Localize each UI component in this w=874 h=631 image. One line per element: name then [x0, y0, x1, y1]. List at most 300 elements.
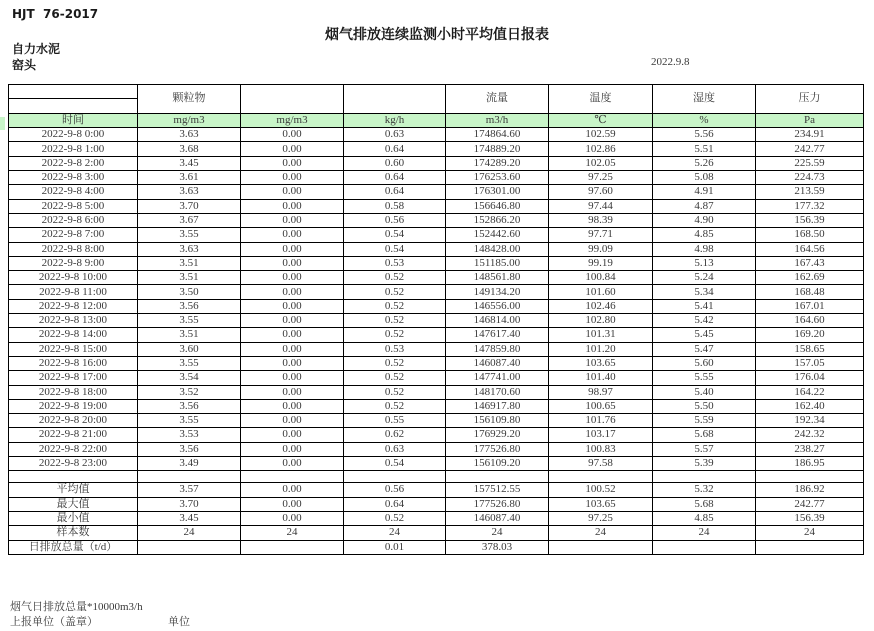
value-cell: 5.42 — [653, 314, 756, 328]
value-cell: 0.00 — [241, 228, 344, 242]
value-cell: 162.40 — [756, 399, 864, 413]
value-cell: 234.91 — [756, 128, 864, 142]
spacer-row — [9, 471, 864, 483]
value-cell: 97.60 — [549, 185, 653, 199]
value-cell: 0.00 — [241, 457, 344, 471]
value-cell: 146087.40 — [446, 511, 549, 525]
summary-row — [9, 540, 864, 554]
value-cell: 164.60 — [756, 314, 864, 328]
value-cell: 3.45 — [138, 156, 241, 170]
value-cell: 3.54 — [138, 371, 241, 385]
value-cell — [344, 471, 446, 483]
value-cell: 0.00 — [241, 385, 344, 399]
row-label-cell: 2022-9-8 4:00 — [9, 185, 138, 199]
value-cell: 102.46 — [549, 299, 653, 313]
value-cell: 164.56 — [756, 242, 864, 256]
table-row — [9, 371, 864, 385]
value-cell: 5.45 — [653, 328, 756, 342]
value-cell: 5.55 — [653, 371, 756, 385]
value-cell: 0.64 — [344, 185, 446, 199]
value-cell: 146087.40 — [446, 356, 549, 370]
value-cell: 3.55 — [138, 414, 241, 428]
value-cell: 5.59 — [653, 414, 756, 428]
value-cell: 3.55 — [138, 356, 241, 370]
value-cell: 103.65 — [549, 356, 653, 370]
value-cell: 176929.20 — [446, 428, 549, 442]
value-cell: 0.00 — [241, 356, 344, 370]
table-row — [9, 171, 864, 185]
value-cell: 3.51 — [138, 256, 241, 270]
report-date: 2022.9.8 — [651, 56, 690, 68]
value-cell: 174289.20 — [446, 156, 549, 170]
value-cell: 3.70 — [138, 497, 241, 511]
value-cell: 102.05 — [549, 156, 653, 170]
value-cell: 5.32 — [653, 483, 756, 497]
row-label-cell: 平均值 — [9, 483, 138, 497]
value-cell: 169.20 — [756, 328, 864, 342]
value-cell: 0.00 — [241, 156, 344, 170]
value-cell: 224.73 — [756, 171, 864, 185]
row-label-cell: 2022-9-8 8:00 — [9, 242, 138, 256]
table-row — [9, 442, 864, 456]
row-label-cell: 2022-9-8 20:00 — [9, 414, 138, 428]
value-cell: 5.41 — [653, 299, 756, 313]
value-cell: 97.71 — [549, 228, 653, 242]
value-cell: 156.39 — [756, 511, 864, 525]
value-cell: 238.27 — [756, 442, 864, 456]
summary-row — [9, 526, 864, 540]
row-label-cell: 2022-9-8 11:00 — [9, 285, 138, 299]
value-cell: 0.00 — [241, 342, 344, 356]
time-column-header: 时间 — [9, 114, 138, 128]
table-row — [9, 242, 864, 256]
value-cell: 177.32 — [756, 199, 864, 213]
value-cell: 192.34 — [756, 414, 864, 428]
value-cell: 0.56 — [344, 483, 446, 497]
value-cell: 0.64 — [344, 171, 446, 185]
summary-row — [9, 497, 864, 511]
value-cell: 0.55 — [344, 414, 446, 428]
row-label-cell: 样本数 — [9, 526, 138, 540]
value-cell: 147859.80 — [446, 342, 549, 356]
report-table — [8, 84, 864, 555]
table-row — [9, 356, 864, 370]
table-row — [9, 399, 864, 413]
table-row — [9, 314, 864, 328]
table-row — [9, 385, 864, 399]
value-cell: 5.08 — [653, 171, 756, 185]
group-header-pressure: 压力 — [756, 85, 864, 114]
value-cell: 4.90 — [653, 213, 756, 227]
value-cell: 0.63 — [344, 128, 446, 142]
value-cell: 176253.60 — [446, 171, 549, 185]
value-cell: 176.04 — [756, 371, 864, 385]
value-cell: 3.51 — [138, 328, 241, 342]
value-cell: 0.54 — [344, 242, 446, 256]
value-cell: 0.00 — [241, 271, 344, 285]
row-label-cell: 2022-9-8 21:00 — [9, 428, 138, 442]
table-row — [9, 142, 864, 156]
value-cell: 0.00 — [241, 328, 344, 342]
value-cell: 3.51 — [138, 271, 241, 285]
value-cell: 157512.55 — [446, 483, 549, 497]
row-label-cell: 2022-9-8 10:00 — [9, 271, 138, 285]
value-cell — [756, 540, 864, 554]
value-cell: 4.98 — [653, 242, 756, 256]
value-cell: 213.59 — [756, 185, 864, 199]
group-header-flow: 流量 — [446, 85, 549, 114]
value-cell: 0.01 — [344, 540, 446, 554]
time-header-bottom-cell — [9, 99, 137, 113]
value-cell: 97.25 — [549, 511, 653, 525]
value-cell: 5.39 — [653, 457, 756, 471]
value-cell: 99.09 — [549, 242, 653, 256]
footer-unit-label: 单位 — [168, 616, 190, 628]
table-row — [9, 328, 864, 342]
table-row — [9, 213, 864, 227]
row-label-cell: 2022-9-8 18:00 — [9, 385, 138, 399]
value-cell: 0.52 — [344, 511, 446, 525]
row-label-cell: 2022-9-8 15:00 — [9, 342, 138, 356]
value-cell: 24 — [756, 526, 864, 540]
value-cell: 0.58 — [344, 199, 446, 213]
value-cell: 148561.80 — [446, 271, 549, 285]
value-cell: 24 — [653, 526, 756, 540]
value-cell: 152866.20 — [446, 213, 549, 227]
value-cell — [138, 540, 241, 554]
value-cell: 177526.80 — [446, 497, 549, 511]
value-cell: 0.52 — [344, 356, 446, 370]
value-cell: 0.52 — [344, 271, 446, 285]
summary-row — [9, 483, 864, 497]
value-cell: 0.00 — [241, 171, 344, 185]
value-cell: 0.00 — [241, 428, 344, 442]
value-cell: 0.00 — [241, 399, 344, 413]
row-label-cell: 2022-9-8 0:00 — [9, 128, 138, 142]
row-label-cell: 2022-9-8 2:00 — [9, 156, 138, 170]
value-cell: 0.00 — [241, 483, 344, 497]
value-cell: 3.57 — [138, 483, 241, 497]
value-cell: 147617.40 — [446, 328, 549, 342]
standard-number: HJT 76-2017 — [12, 7, 99, 21]
footer-report-unit-label: 上报单位（盖章） — [10, 616, 98, 628]
value-cell: 5.57 — [653, 442, 756, 456]
value-cell: 101.60 — [549, 285, 653, 299]
value-cell: 5.68 — [653, 497, 756, 511]
value-cell: 0.00 — [241, 371, 344, 385]
value-cell — [549, 471, 653, 483]
value-cell: 149134.20 — [446, 285, 549, 299]
value-cell: 174864.60 — [446, 128, 549, 142]
unit-pa: Pa — [756, 114, 864, 128]
value-cell: 148170.60 — [446, 385, 549, 399]
value-cell: 0.00 — [241, 185, 344, 199]
value-cell: 186.92 — [756, 483, 864, 497]
group-header-particulate: 颗粒物 — [138, 85, 241, 114]
value-cell: 0.52 — [344, 314, 446, 328]
value-cell: 378.03 — [446, 540, 549, 554]
value-cell: 0.53 — [344, 256, 446, 270]
unit-mg-m3-2: mg/m3 — [241, 114, 344, 128]
row-label-cell: 2022-9-8 1:00 — [9, 142, 138, 156]
row-label-cell: 2022-9-8 16:00 — [9, 356, 138, 370]
table-row — [9, 256, 864, 270]
value-cell: 0.00 — [241, 511, 344, 525]
row-label-cell: 2022-9-8 5:00 — [9, 199, 138, 213]
value-cell: 0.64 — [344, 142, 446, 156]
value-cell: 0.54 — [344, 457, 446, 471]
value-cell: 100.84 — [549, 271, 653, 285]
table-row — [9, 185, 864, 199]
value-cell: 3.68 — [138, 142, 241, 156]
monitor-location: 窑头 — [12, 58, 37, 72]
value-cell: 146917.80 — [446, 399, 549, 413]
value-cell: 0.52 — [344, 399, 446, 413]
row-label-cell — [9, 471, 138, 483]
value-cell: 156.39 — [756, 213, 864, 227]
page-title: 烟气排放连续监测小时平均值日报表 — [325, 27, 549, 43]
time-header-top-cell — [9, 85, 137, 99]
row-label-cell: 2022-9-8 3:00 — [9, 171, 138, 185]
value-cell — [241, 471, 344, 483]
value-cell: 101.76 — [549, 414, 653, 428]
value-cell — [756, 471, 864, 483]
table-row — [9, 342, 864, 356]
value-cell: 103.17 — [549, 428, 653, 442]
value-cell: 5.47 — [653, 342, 756, 356]
table-row — [9, 428, 864, 442]
value-cell: 225.59 — [756, 156, 864, 170]
value-cell: 4.85 — [653, 228, 756, 242]
row-label-cell: 日排放总量（t/d） — [9, 540, 138, 554]
group-header-humidity: 湿度 — [653, 85, 756, 114]
table-row — [9, 228, 864, 242]
value-cell: 242.77 — [756, 497, 864, 511]
value-cell: 148428.00 — [446, 242, 549, 256]
value-cell: 0.00 — [241, 299, 344, 313]
value-cell: 4.91 — [653, 185, 756, 199]
value-cell: 0.00 — [241, 442, 344, 456]
value-cell: 24 — [138, 526, 241, 540]
row-label-cell: 2022-9-8 12:00 — [9, 299, 138, 313]
value-cell: 151185.00 — [446, 256, 549, 270]
value-cell: 0.00 — [241, 199, 344, 213]
group-header-temperature: 温度 — [549, 85, 653, 114]
value-cell: 146814.00 — [446, 314, 549, 328]
value-cell: 156109.20 — [446, 457, 549, 471]
value-cell: 152442.60 — [446, 228, 549, 242]
group-header-empty-2 — [344, 85, 446, 114]
value-cell: 0.63 — [344, 442, 446, 456]
value-cell: 24 — [241, 526, 344, 540]
unit-celsius: ℃ — [549, 114, 653, 128]
value-cell: 102.86 — [549, 142, 653, 156]
value-cell: 3.52 — [138, 385, 241, 399]
value-cell: 0.62 — [344, 428, 446, 442]
value-cell: 3.63 — [138, 128, 241, 142]
time-header-split-cell — [9, 85, 138, 114]
value-cell: 5.26 — [653, 156, 756, 170]
value-cell: 0.52 — [344, 299, 446, 313]
value-cell: 0.00 — [241, 242, 344, 256]
value-cell: 5.50 — [653, 399, 756, 413]
value-cell: 99.19 — [549, 256, 653, 270]
value-cell: 5.34 — [653, 285, 756, 299]
value-cell: 3.50 — [138, 285, 241, 299]
value-cell: 3.63 — [138, 242, 241, 256]
row-label-cell: 2022-9-8 22:00 — [9, 442, 138, 456]
value-cell — [549, 540, 653, 554]
row-label-cell: 2022-9-8 13:00 — [9, 314, 138, 328]
value-cell: 0.52 — [344, 285, 446, 299]
value-cell: 4.87 — [653, 199, 756, 213]
value-cell: 0.00 — [241, 285, 344, 299]
unit-percent: % — [653, 114, 756, 128]
value-cell: 0.60 — [344, 156, 446, 170]
unit-header-row — [9, 114, 864, 128]
value-cell: 5.13 — [653, 256, 756, 270]
value-cell: 0.56 — [344, 213, 446, 227]
value-cell: 98.39 — [549, 213, 653, 227]
value-cell: 0.00 — [241, 314, 344, 328]
value-cell: 0.00 — [241, 142, 344, 156]
value-cell: 100.52 — [549, 483, 653, 497]
value-cell: 0.54 — [344, 228, 446, 242]
footer-note: 烟气日排放总量*10000m3/h — [10, 601, 143, 613]
value-cell — [653, 471, 756, 483]
value-cell: 158.65 — [756, 342, 864, 356]
row-label-cell: 2022-9-8 14:00 — [9, 328, 138, 342]
value-cell: 100.83 — [549, 442, 653, 456]
value-cell: 5.60 — [653, 356, 756, 370]
value-cell: 3.61 — [138, 171, 241, 185]
value-cell: 24 — [344, 526, 446, 540]
value-cell: 242.32 — [756, 428, 864, 442]
value-cell: 24 — [549, 526, 653, 540]
value-cell: 5.51 — [653, 142, 756, 156]
value-cell: 167.43 — [756, 256, 864, 270]
value-cell: 168.48 — [756, 285, 864, 299]
value-cell: 167.01 — [756, 299, 864, 313]
value-cell: 101.31 — [549, 328, 653, 342]
value-cell: 0.52 — [344, 328, 446, 342]
value-cell: 146556.00 — [446, 299, 549, 313]
value-cell: 0.00 — [241, 414, 344, 428]
value-cell: 0.52 — [344, 371, 446, 385]
data-rows-body — [9, 128, 864, 555]
value-cell: 3.53 — [138, 428, 241, 442]
value-cell: 101.40 — [549, 371, 653, 385]
value-cell — [446, 471, 549, 483]
value-cell: 103.65 — [549, 497, 653, 511]
left-green-mark — [0, 117, 5, 130]
table-row — [9, 414, 864, 428]
value-cell — [653, 540, 756, 554]
value-cell: 5.68 — [653, 428, 756, 442]
unit-mg-m3-1: mg/m3 — [138, 114, 241, 128]
value-cell: 177526.80 — [446, 442, 549, 456]
value-cell: 3.67 — [138, 213, 241, 227]
value-cell: 0.00 — [241, 128, 344, 142]
value-cell: 4.85 — [653, 511, 756, 525]
value-cell: 3.70 — [138, 199, 241, 213]
row-label-cell: 2022-9-8 23:00 — [9, 457, 138, 471]
value-cell: 5.24 — [653, 271, 756, 285]
value-cell: 0.00 — [241, 213, 344, 227]
value-cell: 0.00 — [241, 256, 344, 270]
value-cell: 3.55 — [138, 228, 241, 242]
value-cell: 0.64 — [344, 497, 446, 511]
value-cell: 3.60 — [138, 342, 241, 356]
summary-row — [9, 511, 864, 525]
table-row — [9, 199, 864, 213]
value-cell: 168.50 — [756, 228, 864, 242]
unit-m3-h: m3/h — [446, 114, 549, 128]
company-name: 自力水泥 — [12, 42, 61, 56]
value-cell: 242.77 — [756, 142, 864, 156]
row-label-cell: 2022-9-8 19:00 — [9, 399, 138, 413]
row-label-cell: 最小值 — [9, 511, 138, 525]
table-row — [9, 156, 864, 170]
value-cell: 102.59 — [549, 128, 653, 142]
table-row — [9, 457, 864, 471]
table-row — [9, 299, 864, 313]
value-cell: 0.00 — [241, 497, 344, 511]
group-header-row — [9, 85, 864, 114]
value-cell: 98.97 — [549, 385, 653, 399]
value-cell: 147741.00 — [446, 371, 549, 385]
value-cell: 3.55 — [138, 314, 241, 328]
value-cell: 97.58 — [549, 457, 653, 471]
value-cell: 3.56 — [138, 442, 241, 456]
value-cell: 97.25 — [549, 171, 653, 185]
value-cell: 102.80 — [549, 314, 653, 328]
value-cell: 24 — [446, 526, 549, 540]
value-cell: 186.95 — [756, 457, 864, 471]
value-cell — [138, 471, 241, 483]
value-cell: 97.44 — [549, 199, 653, 213]
table-row — [9, 271, 864, 285]
value-cell: 164.22 — [756, 385, 864, 399]
value-cell: 156646.80 — [446, 199, 549, 213]
value-cell: 162.69 — [756, 271, 864, 285]
table-row — [9, 128, 864, 142]
value-cell: 176301.00 — [446, 185, 549, 199]
value-cell: 5.56 — [653, 128, 756, 142]
value-cell: 101.20 — [549, 342, 653, 356]
value-cell — [241, 540, 344, 554]
value-cell: 3.49 — [138, 457, 241, 471]
value-cell: 3.63 — [138, 185, 241, 199]
row-label-cell: 2022-9-8 6:00 — [9, 213, 138, 227]
row-label-cell: 2022-9-8 17:00 — [9, 371, 138, 385]
value-cell: 157.05 — [756, 356, 864, 370]
table-row — [9, 285, 864, 299]
value-cell: 100.65 — [549, 399, 653, 413]
value-cell: 3.56 — [138, 299, 241, 313]
value-cell: 3.56 — [138, 399, 241, 413]
unit-kg-h: kg/h — [344, 114, 446, 128]
row-label-cell: 最大值 — [9, 497, 138, 511]
row-label-cell: 2022-9-8 7:00 — [9, 228, 138, 242]
row-label-cell: 2022-9-8 9:00 — [9, 256, 138, 270]
value-cell: 174889.20 — [446, 142, 549, 156]
value-cell: 5.40 — [653, 385, 756, 399]
value-cell: 3.45 — [138, 511, 241, 525]
value-cell: 0.53 — [344, 342, 446, 356]
value-cell: 156109.80 — [446, 414, 549, 428]
group-header-empty-1 — [241, 85, 344, 114]
